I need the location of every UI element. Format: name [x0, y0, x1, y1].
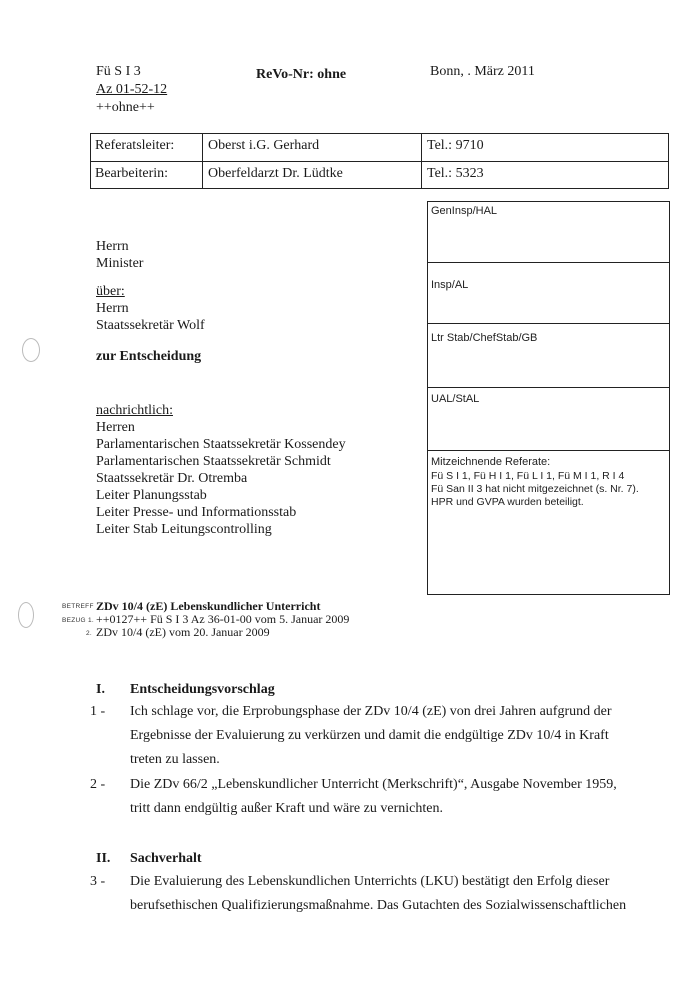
file-reference: Az 01-52-12 [96, 82, 168, 97]
reference-2: ZDv 10/4 (zE) vom 20. Januar 2009 [96, 625, 270, 639]
cosign-title: Mitzeichnende Referate: [431, 456, 551, 468]
paragraph-number: 1 - [90, 704, 106, 719]
paragraph-line: Die Evaluierung des Lebenskundlichen Unterrichts (LKU) bestätigt den Erfolg dieser [130, 874, 610, 889]
revo-number: ReVo-Nr: ohne [256, 67, 347, 82]
cc-line: Leiter Planungsstab [96, 488, 207, 503]
routing-label: UAL/StAL [431, 393, 480, 405]
cc-line: Parlamentarischen Staatssekretär Schmidt [96, 454, 331, 469]
routing-box-geninsp [427, 201, 670, 263]
routing-box-cosign [427, 450, 670, 595]
punch-hole-top [22, 338, 40, 362]
paragraph-line: Ergebnisse der Evaluierung zu verkürzen und damit die endgültige ZDv 10/4 in Kraft [130, 728, 609, 743]
cosign-line: Fü San II 3 hat nicht mitgezeichnet (s. Nr. 7). [431, 483, 639, 495]
paragraph-number: 2 - [90, 777, 106, 792]
bezug-2-number: 2. [86, 630, 93, 637]
recipient-salutation: Herrn [96, 239, 129, 254]
paragraph-line: berufsethischen Qualifizierungsmaßnahme. Das Gutachten des Sozialwissenschaftlichen [130, 898, 627, 913]
cosign-line: Fü S I 1, Fü H I 1, Fü L I 1, Fü M I 1, R I 4 [431, 470, 625, 482]
routing-label: Ltr Stab/ChefStab/GB [431, 332, 538, 344]
contact-role: Bearbeiterin: [95, 166, 169, 181]
cc-line: Parlamentarischen Staatssekretär Kossendey [96, 437, 346, 452]
place-date: Bonn, . März 2011 [430, 64, 535, 79]
routing-label: Insp/AL [431, 279, 469, 291]
cc-line: Herren [96, 420, 135, 435]
routing-box-insp [427, 262, 670, 324]
section-title: Entscheidungsvorschlag [130, 682, 275, 697]
classification: ++ohne++ [96, 100, 155, 115]
via-salutation: Herrn [96, 301, 129, 316]
paragraph-line: Ich schlage vor, die Erprobungsphase der ZDv 10/4 (zE) von drei Jahren aufgrund der [130, 704, 612, 719]
paragraph-line: treten zu lassen. [130, 752, 220, 767]
subject-line: ZDv 10/4 (zE) Lebenskundlicher Unterricht [96, 599, 321, 613]
section-number: I. [96, 682, 105, 697]
contact-role: Referatsleiter: [95, 138, 175, 153]
action-label: zur Entscheidung [96, 349, 202, 364]
section-number: II. [96, 851, 111, 866]
paragraph-3 [130, 870, 645, 918]
paragraph-2 [130, 773, 640, 821]
cc-block [96, 402, 346, 538]
routing-label: GenInsp/HAL [431, 205, 498, 217]
header-left [96, 63, 167, 117]
via-block [96, 283, 205, 334]
cc-line: Leiter Presse- und Informationsstab [96, 505, 297, 520]
recipient-title: Minister [96, 256, 144, 271]
contact-name: Oberfeldarzt Dr. Lüdtke [208, 166, 343, 181]
via-label: über: [96, 284, 125, 299]
reference-1: ++0127++ Fü S I 3 Az 36-01-00 vom 5. Januar 2009 [96, 612, 350, 626]
contact-name: Oberst i.G. Gerhard [208, 138, 320, 153]
cc-line: Leiter Stab Leitungscontrolling [96, 522, 272, 537]
office-code: Fü S I 3 [96, 64, 141, 79]
betreff-label: BETREFF [62, 603, 94, 610]
paragraph-number: 3 - [90, 874, 106, 889]
bezug-label: BEZUG 1. [62, 617, 95, 624]
cc-line: Staatssekretär Dr. Otremba [96, 471, 248, 486]
table-row [91, 161, 668, 188]
contact-phone: Tel.: 9710 [427, 138, 484, 153]
paragraph-line: tritt dann endgültig außer Kraft und wäre zu vernichten. [130, 801, 443, 816]
routing-box-ltr-stab [427, 323, 670, 388]
punch-hole-bottom [18, 602, 34, 628]
recipient-block [96, 238, 143, 272]
cc-label: nachrichtlich: [96, 403, 173, 418]
table-row [91, 134, 668, 160]
routing-box-ual [427, 387, 670, 451]
contact-phone: Tel.: 5323 [427, 166, 484, 181]
section-title: Sachverhalt [130, 851, 202, 866]
contacts-table [90, 133, 669, 189]
cosign-line: HPR und GVPA wurden beteiligt. [431, 496, 584, 508]
via-name: Staatssekretär Wolf [96, 318, 205, 333]
paragraph-line: Die ZDv 66/2 „Lebenskundlicher Unterricht (Merkschrift)“, Ausgabe November 1959, [130, 777, 617, 792]
paragraph-1 [130, 700, 640, 772]
